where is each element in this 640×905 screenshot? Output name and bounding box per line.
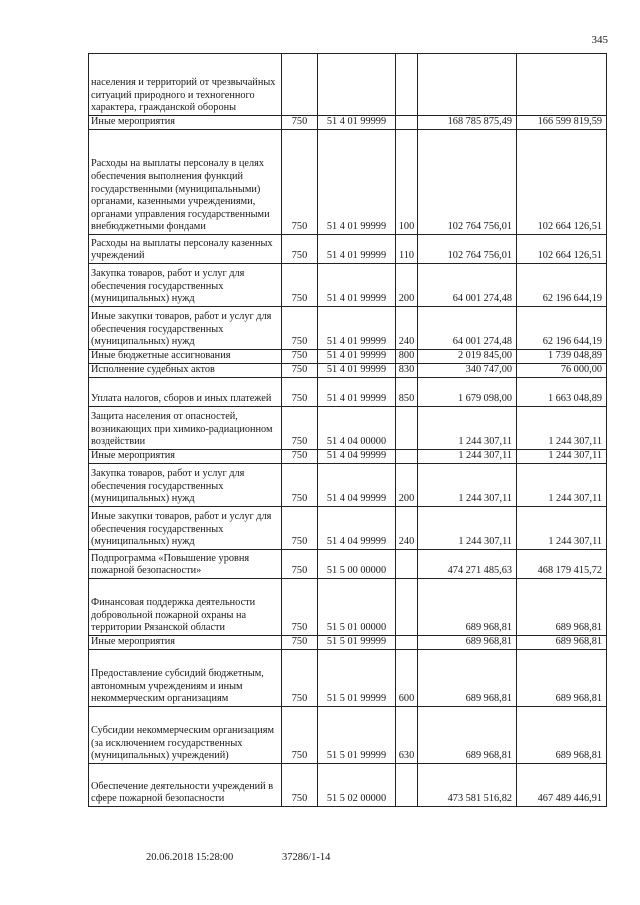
cell-expense-kind <box>396 550 418 579</box>
cell-amount-2: 62 196 644,19 <box>517 264 607 307</box>
cell-target-article: 51 4 04 99999 <box>318 507 396 550</box>
cell-expense-kind <box>396 764 418 807</box>
table-row <box>89 364 607 378</box>
cell-department-code: 750 <box>282 636 318 650</box>
cell-target-article: 51 5 02 00000 <box>318 764 396 807</box>
cell-target-article: 51 5 01 00000 <box>318 579 396 636</box>
cell-expense-kind <box>396 636 418 650</box>
cell-amount-2: 76 000,00 <box>517 364 607 378</box>
cell-department-code: 750 <box>282 116 318 130</box>
cell-target-article: 51 4 01 99999 <box>318 350 396 364</box>
cell-target-article: 51 4 01 99999 <box>318 130 396 235</box>
cell-amount-2: 1 244 307,11 <box>517 407 607 450</box>
cell-department-code: 750 <box>282 579 318 636</box>
cell-amount-2: 468 179 415,72 <box>517 550 607 579</box>
cell-target-article: 51 4 04 99999 <box>318 464 396 507</box>
cell-name: Расходы на выплаты персоналу казенных учреждений <box>89 235 282 264</box>
cell-amount-1: 1 244 307,11 <box>418 407 517 450</box>
cell-amount-1: 689 968,81 <box>418 636 517 650</box>
cell-target-article: 51 4 01 99999 <box>318 378 396 407</box>
table-row <box>89 378 607 407</box>
cell-expense-kind <box>396 54 418 116</box>
cell-amount-1: 64 001 274,48 <box>418 264 517 307</box>
cell-target-article: 51 4 01 99999 <box>318 364 396 378</box>
cell-department-code: 750 <box>282 764 318 807</box>
cell-department-code: 750 <box>282 350 318 364</box>
cell-amount-1: 689 968,81 <box>418 707 517 764</box>
cell-amount-1: 1 244 307,11 <box>418 450 517 464</box>
cell-department-code: 750 <box>282 507 318 550</box>
cell-amount-2: 1 244 307,11 <box>517 464 607 507</box>
cell-amount-1: 473 581 516,82 <box>418 764 517 807</box>
cell-amount-1: 689 968,81 <box>418 650 517 707</box>
cell-department-code: 750 <box>282 650 318 707</box>
cell-amount-1 <box>418 54 517 116</box>
cell-amount-2: 467 489 446,91 <box>517 764 607 807</box>
cell-department-code: 750 <box>282 707 318 764</box>
table-row <box>89 450 607 464</box>
table-row <box>89 235 607 264</box>
cell-target-article: 51 5 01 99999 <box>318 650 396 707</box>
cell-name: Обеспечение деятельности учреждений в сфере пожарной безопасности <box>89 764 282 807</box>
table-row <box>89 54 607 116</box>
cell-target-article: 51 4 04 00000 <box>318 407 396 450</box>
cell-expense-kind: 110 <box>396 235 418 264</box>
cell-amount-2: 1 663 048,89 <box>517 378 607 407</box>
table-row <box>89 464 607 507</box>
cell-name: Расходы на выплаты персоналу в целях обеспечения выполнения функций государственными (муниципальными) органами, казенными учреждениями, органами управления государственными внебюджетными фондами <box>89 130 282 235</box>
cell-name: Финансовая поддержка деятельности добровольной пожарной охраны на территории Рязанской области <box>89 579 282 636</box>
cell-amount-2 <box>517 54 607 116</box>
cell-target-article: 51 4 04 99999 <box>318 450 396 464</box>
cell-expense-kind: 240 <box>396 307 418 350</box>
table-row <box>89 650 607 707</box>
table-row <box>89 764 607 807</box>
cell-amount-2: 102 664 126,51 <box>517 235 607 264</box>
cell-department-code: 750 <box>282 407 318 450</box>
cell-expense-kind: 200 <box>396 464 418 507</box>
cell-department-code: 750 <box>282 307 318 350</box>
cell-amount-1: 1 244 307,11 <box>418 464 517 507</box>
cell-name: Иные закупки товаров, работ и услуг для обеспечения государственных (муниципальных) нужд <box>89 307 282 350</box>
cell-department-code: 750 <box>282 450 318 464</box>
cell-amount-1: 340 747,00 <box>418 364 517 378</box>
table-row <box>89 307 607 350</box>
table-row <box>89 636 607 650</box>
cell-amount-1: 689 968,81 <box>418 579 517 636</box>
cell-target-article: 51 4 01 99999 <box>318 264 396 307</box>
cell-amount-1: 102 764 756,01 <box>418 235 517 264</box>
page-number: 345 <box>591 34 608 46</box>
cell-name: Субсидии некоммерческим организациям (за исключением государственных (муниципальных) учреждений) <box>89 707 282 764</box>
cell-department-code: 750 <box>282 130 318 235</box>
cell-department-code <box>282 54 318 116</box>
cell-target-article: 51 5 00 00000 <box>318 550 396 579</box>
cell-expense-kind: 600 <box>396 650 418 707</box>
cell-name: Закупка товаров, работ и услуг для обеспечения государственных (муниципальных) нужд <box>89 464 282 507</box>
cell-target-article: 51 5 01 99999 <box>318 636 396 650</box>
cell-amount-2: 1 244 307,11 <box>517 450 607 464</box>
cell-amount-2: 102 664 126,51 <box>517 130 607 235</box>
cell-expense-kind <box>396 407 418 450</box>
cell-name: Защита населения от опасностей, возникающих при химико-радиационном воздействии <box>89 407 282 450</box>
cell-name: Закупка товаров, работ и услуг для обеспечения государственных (муниципальных) нужд <box>89 264 282 307</box>
cell-name: Иные бюджетные ассигнования <box>89 350 282 364</box>
cell-name: Иные закупки товаров, работ и услуг для обеспечения государственных (муниципальных) нужд <box>89 507 282 550</box>
cell-department-code: 750 <box>282 550 318 579</box>
cell-expense-kind <box>396 116 418 130</box>
cell-name: Подпрограмма «Повышение уровня пожарной безопасности» <box>89 550 282 579</box>
table-body <box>89 54 607 807</box>
cell-amount-2: 689 968,81 <box>517 650 607 707</box>
cell-amount-1: 1 679 098,00 <box>418 378 517 407</box>
cell-name: населения и территорий от чрезвычайных ситуаций природного и техногенного характера, гражданской обороны <box>89 54 282 116</box>
cell-amount-1: 1 244 307,11 <box>418 507 517 550</box>
cell-name: Иные мероприятия <box>89 450 282 464</box>
table-row <box>89 407 607 450</box>
cell-amount-2: 1 739 048,89 <box>517 350 607 364</box>
cell-amount-2: 689 968,81 <box>517 707 607 764</box>
cell-name: Иные мероприятия <box>89 636 282 650</box>
cell-department-code: 750 <box>282 235 318 264</box>
cell-expense-kind: 630 <box>396 707 418 764</box>
cell-target-article <box>318 54 396 116</box>
cell-amount-2: 62 196 644,19 <box>517 307 607 350</box>
footer-document-code: 37286/1-14 <box>282 852 331 863</box>
cell-amount-2: 689 968,81 <box>517 579 607 636</box>
cell-target-article: 51 4 01 99999 <box>318 116 396 130</box>
cell-expense-kind: 800 <box>396 350 418 364</box>
cell-amount-2: 689 968,81 <box>517 636 607 650</box>
cell-expense-kind: 830 <box>396 364 418 378</box>
cell-amount-1: 474 271 485,63 <box>418 550 517 579</box>
table-row <box>89 550 607 579</box>
cell-name: Иные мероприятия <box>89 116 282 130</box>
cell-amount-1: 168 785 875,49 <box>418 116 517 130</box>
cell-expense-kind: 100 <box>396 130 418 235</box>
table-row <box>89 130 607 235</box>
cell-expense-kind <box>396 579 418 636</box>
table-row <box>89 579 607 636</box>
table-row <box>89 116 607 130</box>
table-row <box>89 350 607 364</box>
cell-department-code: 750 <box>282 364 318 378</box>
cell-amount-1: 102 764 756,01 <box>418 130 517 235</box>
cell-amount-1: 2 019 845,00 <box>418 350 517 364</box>
cell-target-article: 51 4 01 99999 <box>318 307 396 350</box>
cell-expense-kind: 850 <box>396 378 418 407</box>
cell-department-code: 750 <box>282 378 318 407</box>
footer-timestamp: 20.06.2018 15:28:00 <box>146 852 234 863</box>
cell-name: Предоставление субсидий бюджетным, автономным учреждениям и иным некоммерческим организациям <box>89 650 282 707</box>
budget-table <box>88 53 607 807</box>
cell-department-code: 750 <box>282 464 318 507</box>
cell-target-article: 51 5 01 99999 <box>318 707 396 764</box>
cell-department-code: 750 <box>282 264 318 307</box>
table-row <box>89 507 607 550</box>
cell-expense-kind <box>396 450 418 464</box>
cell-amount-2: 166 599 819,59 <box>517 116 607 130</box>
cell-amount-2: 1 244 307,11 <box>517 507 607 550</box>
cell-name: Уплата налогов, сборов и иных платежей <box>89 378 282 407</box>
cell-amount-1: 64 001 274,48 <box>418 307 517 350</box>
table-row <box>89 707 607 764</box>
table-row <box>89 264 607 307</box>
cell-expense-kind: 240 <box>396 507 418 550</box>
cell-target-article: 51 4 01 99999 <box>318 235 396 264</box>
cell-expense-kind: 200 <box>396 264 418 307</box>
cell-name: Исполнение судебных актов <box>89 364 282 378</box>
